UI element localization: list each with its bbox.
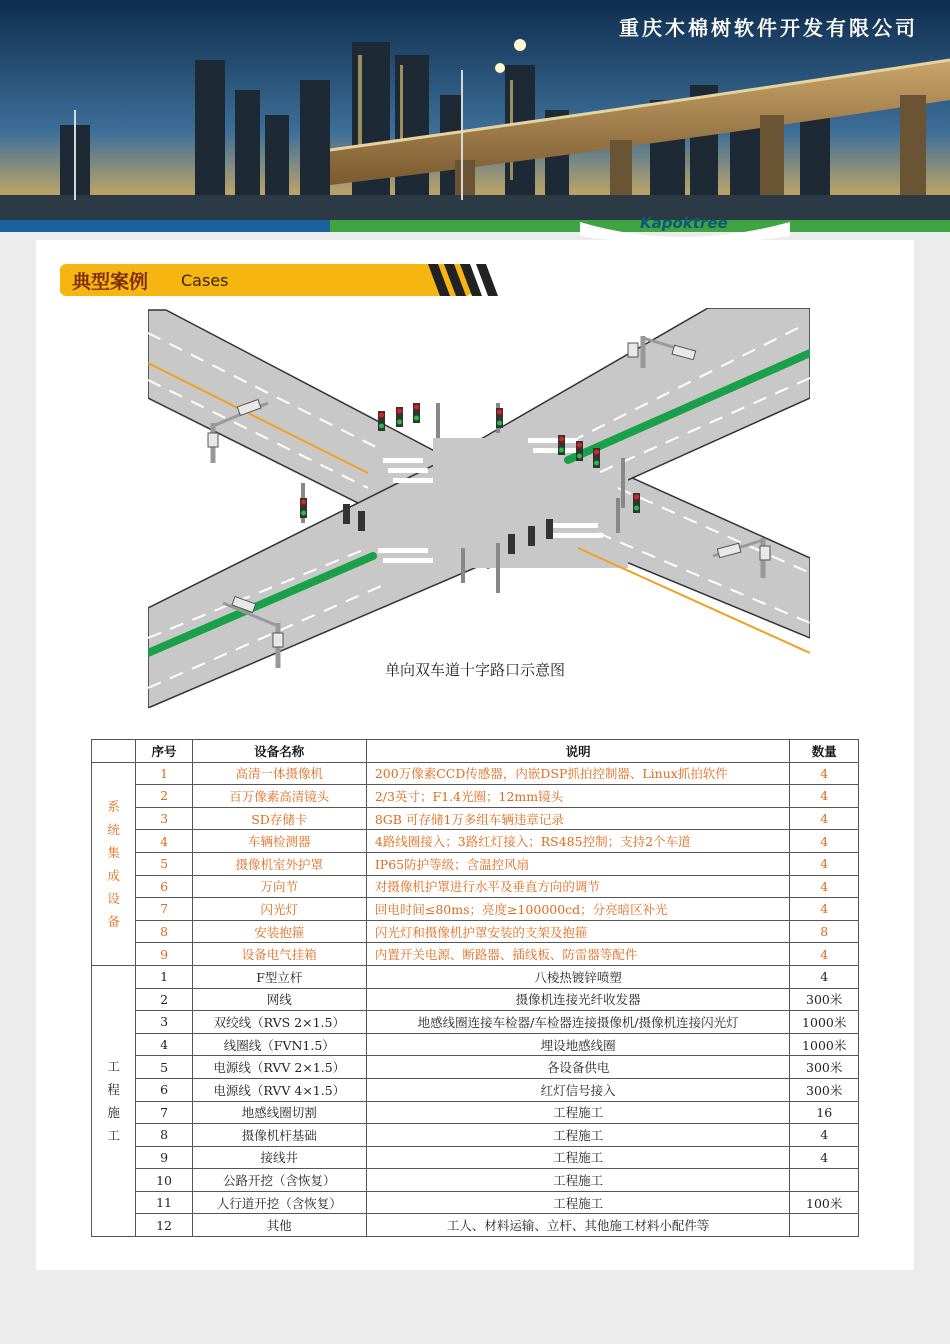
table-row xyxy=(92,1011,859,1034)
table-row xyxy=(92,762,859,785)
group-label xyxy=(92,762,136,965)
cell-seq: 9 xyxy=(136,943,192,966)
cell-name: 安装抱箍 xyxy=(192,920,366,943)
table-row xyxy=(92,1033,859,1056)
cell-name: 其他 xyxy=(192,1214,366,1237)
cell-seq: 8 xyxy=(136,920,192,943)
cell-seq: 8 xyxy=(136,1124,192,1147)
cell-desc: 8GB 可存储1万多组车辆违章记录 xyxy=(366,807,790,830)
cell-seq: 6 xyxy=(136,875,192,898)
cell-qty: 4 xyxy=(790,943,859,966)
cell-desc: 回电时间≤80ms；亮度≥100000cd；分亮暗区补光 xyxy=(366,898,790,921)
cell-qty: 4 xyxy=(790,807,859,830)
cell-seq: 3 xyxy=(136,1011,192,1034)
diagram-caption: 单向双车道十字路口示意图 xyxy=(384,661,565,679)
group-label-char: 工 xyxy=(107,1128,120,1143)
cell-name: 地感线圈切割 xyxy=(192,1101,366,1124)
table-row xyxy=(92,1214,859,1237)
cell-name: 万向节 xyxy=(192,875,366,898)
group-label-char: 备 xyxy=(107,913,120,929)
table-row xyxy=(92,1101,859,1124)
cell-seq: 3 xyxy=(136,807,192,830)
cell-qty: 1000米 xyxy=(790,1011,859,1034)
cell-seq: 9 xyxy=(136,1146,192,1169)
cell-name: 闪光灯 xyxy=(192,898,366,921)
table-row xyxy=(92,875,859,898)
cell-desc: 工程施工 xyxy=(366,1191,790,1214)
cell-qty: 100米 xyxy=(790,1191,859,1214)
cell-seq: 5 xyxy=(136,852,192,875)
cell-desc: 各设备供电 xyxy=(366,1056,790,1079)
cell-qty: 1000米 xyxy=(790,1033,859,1056)
table-row xyxy=(92,898,859,921)
cell-seq: 10 xyxy=(136,1169,192,1192)
cell-qty xyxy=(790,1214,859,1237)
cell-name: SD存储卡 xyxy=(192,807,366,830)
cell-qty: 4 xyxy=(790,1124,859,1147)
table-row xyxy=(92,965,859,988)
table-row xyxy=(92,852,859,875)
cell-desc: 工人、材料运输、立杆、其他施工材料小配件等 xyxy=(366,1214,790,1237)
cell-desc: 埋设地感线圈 xyxy=(366,1033,790,1056)
group-label-char: 设 xyxy=(107,890,120,906)
table-row xyxy=(92,920,859,943)
cell-qty: 4 xyxy=(790,875,859,898)
cell-name: 车辆检测器 xyxy=(192,830,366,853)
cell-qty: 4 xyxy=(790,965,859,988)
cell-desc: 200万像素CCD传感器，内嵌DSP抓拍控制器、Linux抓拍软件 xyxy=(366,762,790,785)
cell-seq: 1 xyxy=(136,762,192,785)
table-row xyxy=(92,943,859,966)
table-row xyxy=(92,1191,859,1214)
table-row xyxy=(92,830,859,853)
header-desc: 说明 xyxy=(366,740,790,763)
cell-name: 电源线（RVV 2×1.5） xyxy=(192,1056,366,1079)
table-row xyxy=(92,807,859,830)
cell-desc: 对摄像机护罩进行水平及垂直方向的调节 xyxy=(366,875,790,898)
cell-desc: 八棱热镀锌喷塑 xyxy=(366,965,790,988)
cell-qty: 4 xyxy=(790,852,859,875)
header-banner xyxy=(0,0,950,240)
cell-qty: 300米 xyxy=(790,988,859,1011)
cell-qty: 4 xyxy=(790,785,859,808)
system-section xyxy=(92,762,859,965)
cell-seq: 4 xyxy=(136,830,192,853)
cell-desc: 红灯信号接入 xyxy=(366,1078,790,1101)
cell-qty: 300米 xyxy=(790,1078,859,1101)
group-label-char: 集 xyxy=(107,844,120,860)
cell-desc: 工程施工 xyxy=(366,1101,790,1124)
cell-name: 高清一体摄像机 xyxy=(192,762,366,785)
table-row xyxy=(92,1124,859,1147)
cell-desc: 4路线圈接入；3路红灯接入；RS485控制；支持2个车道 xyxy=(366,830,790,853)
group-label-char: 程 xyxy=(107,1082,120,1097)
cell-desc: 工程施工 xyxy=(366,1146,790,1169)
cell-name: 电源线（RVV 4×1.5） xyxy=(192,1078,366,1101)
cell-seq: 7 xyxy=(136,1101,192,1124)
cell-seq: 2 xyxy=(136,988,192,1011)
cell-name: F型立杆 xyxy=(192,965,366,988)
group-label-char: 工 xyxy=(107,1059,120,1074)
cell-qty: 4 xyxy=(790,1146,859,1169)
group-label xyxy=(92,965,136,1236)
cell-qty: 16 xyxy=(790,1101,859,1124)
table-row xyxy=(92,785,859,808)
cell-qty: 4 xyxy=(790,762,859,785)
cell-desc: 内置开关电源、断路器、插线板、防雷器等配件 xyxy=(366,943,790,966)
header-seq: 序号 xyxy=(136,740,192,763)
cell-qty: 4 xyxy=(790,898,859,921)
stripes-decoration xyxy=(428,264,510,296)
cell-name: 百万像素高清镜头 xyxy=(192,785,366,808)
group-label-char: 施 xyxy=(107,1105,120,1120)
group-label-char: 统 xyxy=(107,821,120,837)
cell-name: 公路开挖（含恢复） xyxy=(192,1169,366,1192)
group-label-char: 系 xyxy=(107,798,120,814)
cell-desc: 地感线圈连接车检器/车检器连接摄像机/摄像机连接闪光灯 xyxy=(366,1011,790,1034)
cell-seq: 4 xyxy=(136,1033,192,1056)
cell-desc: 工程施工 xyxy=(366,1124,790,1147)
company-name: 重庆木棉树软件开发有限公司 xyxy=(619,16,918,40)
cell-name: 网线 xyxy=(192,988,366,1011)
cell-qty: 4 xyxy=(790,830,859,853)
table-row xyxy=(92,1169,859,1192)
cell-seq: 11 xyxy=(136,1191,192,1214)
header-qty: 数量 xyxy=(790,740,859,763)
cell-desc: IP65防护等级；含温控风扇 xyxy=(366,852,790,875)
table-row xyxy=(92,1078,859,1101)
cell-desc: 工程施工 xyxy=(366,1169,790,1192)
cell-desc: 摄像机连接光纤收发器 xyxy=(366,988,790,1011)
cell-name: 摄像机杆基础 xyxy=(192,1124,366,1147)
table-row xyxy=(92,988,859,1011)
cell-seq: 2 xyxy=(136,785,192,808)
table-row xyxy=(92,1056,859,1079)
cell-name: 线圈线（FVN1.5） xyxy=(192,1033,366,1056)
cell-seq: 12 xyxy=(136,1214,192,1237)
cell-name: 设备电气挂箱 xyxy=(192,943,366,966)
section-title-en: Cases xyxy=(181,271,229,290)
cell-seq: 1 xyxy=(136,965,192,988)
header-group xyxy=(92,740,136,763)
cell-desc: 闪光灯和摄像机护罩安装的支架及抱箍 xyxy=(366,920,790,943)
kapoktree-logo: Kapoktree xyxy=(640,214,728,232)
section-header xyxy=(60,264,472,296)
table-row xyxy=(92,1146,859,1169)
cell-desc: 2/3英寸；F1.4光圈；12mm镜头 xyxy=(366,785,790,808)
table-header-row xyxy=(92,740,859,763)
cell-name: 人行道开挖（含恢复） xyxy=(192,1191,366,1214)
equipment-table xyxy=(91,739,859,1237)
engineering-section xyxy=(92,965,859,1236)
cell-name: 摄像机室外护罩 xyxy=(192,852,366,875)
group-label-char: 成 xyxy=(107,867,120,883)
cell-name: 双绞线（RVS 2×1.5） xyxy=(192,1011,366,1034)
cell-qty xyxy=(790,1169,859,1192)
cell-seq: 5 xyxy=(136,1056,192,1079)
header-name: 设备名称 xyxy=(192,740,366,763)
cell-seq: 7 xyxy=(136,898,192,921)
section-title-zh: 典型案例 xyxy=(72,271,149,293)
cell-qty: 8 xyxy=(790,920,859,943)
cell-qty: 300米 xyxy=(790,1056,859,1079)
intersection-diagram xyxy=(148,308,810,708)
cell-name: 接线井 xyxy=(192,1146,366,1169)
cell-seq: 6 xyxy=(136,1078,192,1101)
